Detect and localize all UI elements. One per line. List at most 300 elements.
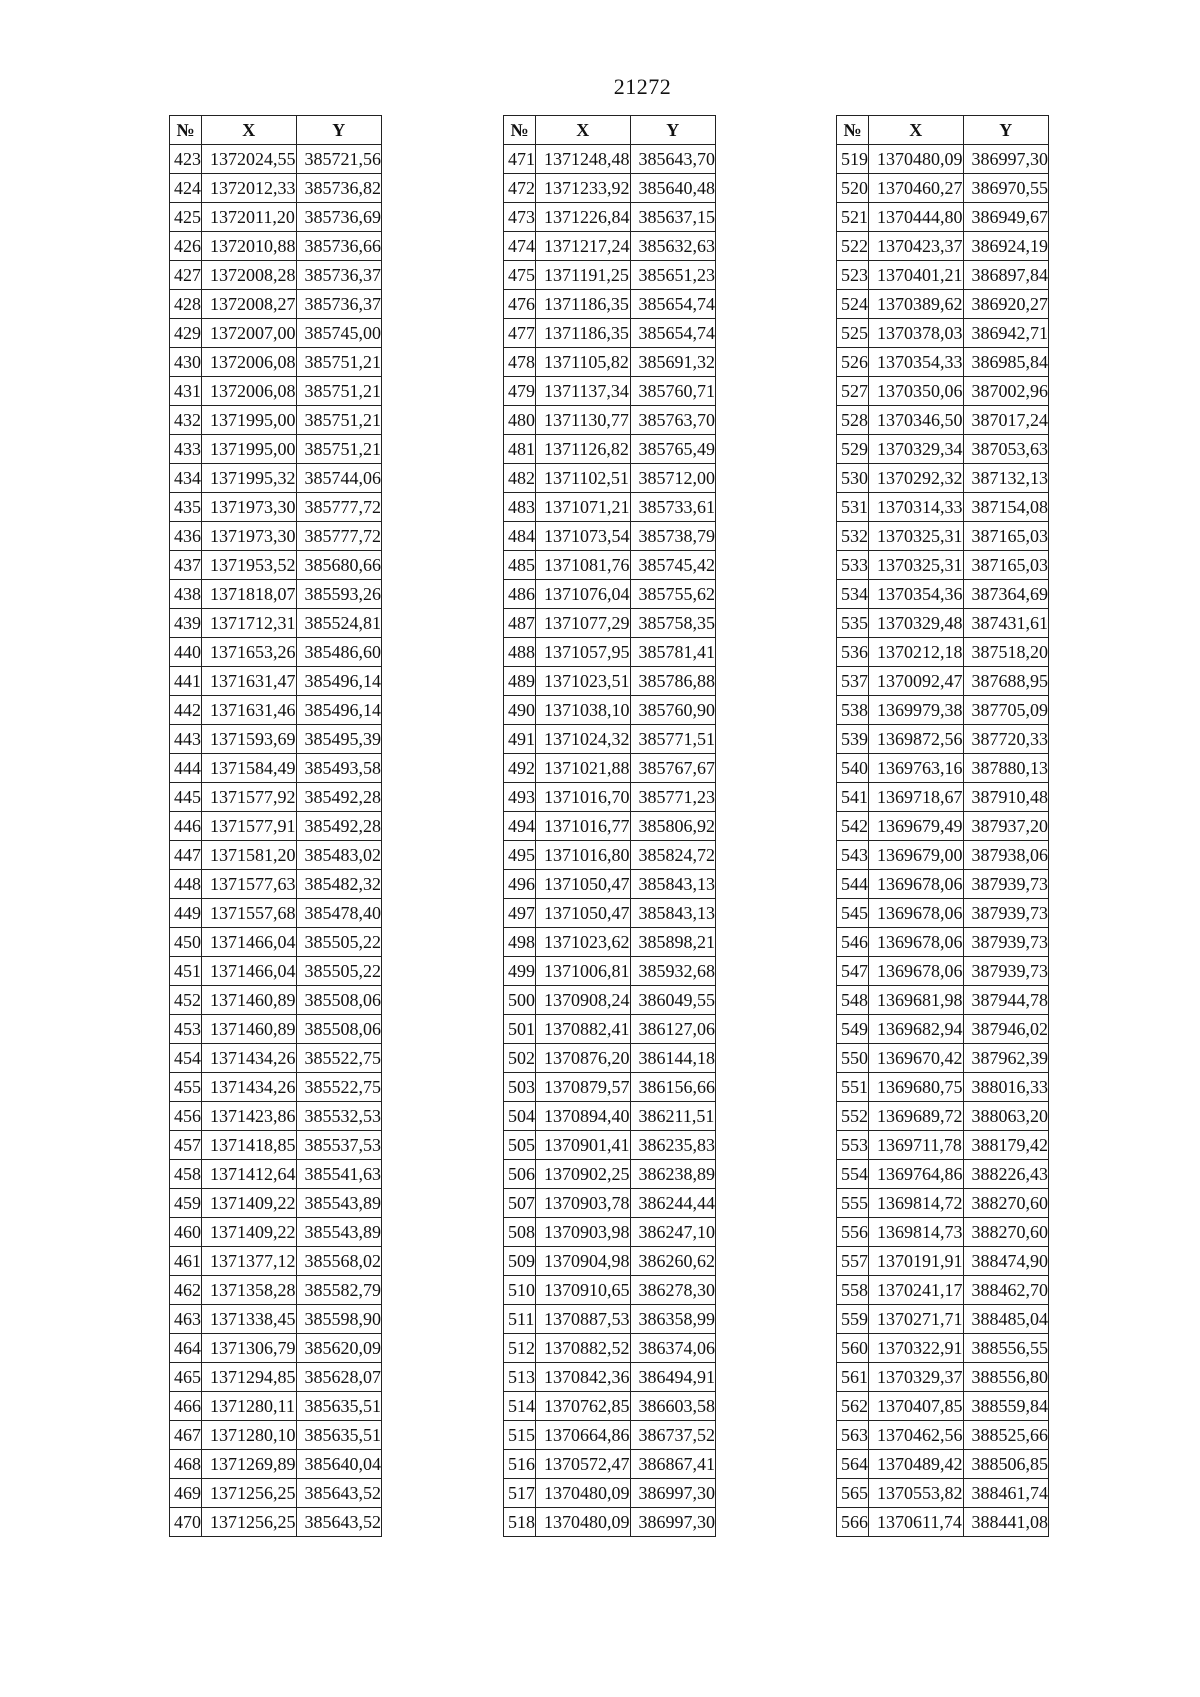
x-coordinate-cell: 1371016,70 (536, 783, 631, 812)
y-coordinate-cell: 385736,37 (296, 261, 382, 290)
x-coordinate-cell: 1371409,22 (202, 1189, 297, 1218)
x-coordinate-cell: 1370423,37 (869, 232, 964, 261)
table-row (837, 1276, 1049, 1305)
table-row (837, 522, 1049, 551)
table-row (170, 580, 382, 609)
table-row (837, 986, 1049, 1015)
table-row (170, 290, 382, 319)
y-coordinate-cell: 387431,61 (963, 609, 1049, 638)
point-number-cell: 429 (170, 319, 202, 348)
point-number-cell: 433 (170, 435, 202, 464)
x-coordinate-cell: 1370212,18 (869, 638, 964, 667)
point-number-cell: 478 (504, 348, 536, 377)
table-row (504, 696, 716, 725)
y-coordinate-cell: 385505,22 (296, 957, 382, 986)
y-coordinate-cell: 385598,90 (296, 1305, 382, 1334)
x-coordinate-cell: 1371256,25 (202, 1508, 297, 1537)
x-coordinate-cell: 1371577,91 (202, 812, 297, 841)
x-coordinate-cell: 1370325,31 (869, 522, 964, 551)
x-coordinate-cell: 1370480,09 (536, 1479, 631, 1508)
point-number-cell: 476 (504, 290, 536, 319)
table-row (837, 1247, 1049, 1276)
y-coordinate-cell: 385733,61 (630, 493, 716, 522)
point-number-cell: 439 (170, 609, 202, 638)
y-coordinate-cell: 385640,04 (296, 1450, 382, 1479)
point-number-cell: 523 (837, 261, 869, 290)
point-number-cell: 459 (170, 1189, 202, 1218)
y-coordinate-cell: 385781,41 (630, 638, 716, 667)
point-number-cell: 456 (170, 1102, 202, 1131)
table-header-row (504, 116, 716, 145)
point-number-cell: 492 (504, 754, 536, 783)
table-row (504, 203, 716, 232)
point-number-cell: 435 (170, 493, 202, 522)
y-coordinate-cell: 385786,88 (630, 667, 716, 696)
x-coordinate-cell: 1371358,28 (202, 1276, 297, 1305)
table-row (170, 406, 382, 435)
y-coordinate-cell: 387939,73 (963, 899, 1049, 928)
table-row (504, 1508, 716, 1537)
y-coordinate-cell: 385637,15 (630, 203, 716, 232)
x-coordinate-cell: 1371006,81 (536, 957, 631, 986)
point-number-cell: 454 (170, 1044, 202, 1073)
x-coordinate-cell: 1371126,82 (536, 435, 631, 464)
table-row (170, 725, 382, 754)
table-row (504, 667, 716, 696)
y-coordinate-cell: 385843,13 (630, 870, 716, 899)
point-number-cell: 483 (504, 493, 536, 522)
table-row (504, 319, 716, 348)
y-coordinate-cell: 386920,27 (963, 290, 1049, 319)
y-coordinate-cell: 385760,71 (630, 377, 716, 406)
y-coordinate-cell: 385492,28 (296, 783, 382, 812)
y-coordinate-cell: 386260,62 (630, 1247, 716, 1276)
table-row (170, 928, 382, 957)
table-row (170, 1015, 382, 1044)
y-coordinate-cell: 385767,67 (630, 754, 716, 783)
table-row (170, 754, 382, 783)
point-number-cell: 488 (504, 638, 536, 667)
y-coordinate-cell: 386278,30 (630, 1276, 716, 1305)
x-coordinate-cell: 1371217,24 (536, 232, 631, 261)
y-coordinate-cell: 385738,79 (630, 522, 716, 551)
y-coordinate-cell: 385541,63 (296, 1160, 382, 1189)
point-number-cell: 440 (170, 638, 202, 667)
x-coordinate-cell: 1371557,68 (202, 899, 297, 928)
x-coordinate-cell: 1371280,11 (202, 1392, 297, 1421)
y-coordinate-cell: 385751,21 (296, 348, 382, 377)
table-row (170, 609, 382, 638)
y-coordinate-cell: 387053,63 (963, 435, 1049, 464)
y-coordinate-cell: 387154,08 (963, 493, 1049, 522)
table-row (504, 609, 716, 638)
point-number-cell: 447 (170, 841, 202, 870)
x-coordinate-cell: 1371023,62 (536, 928, 631, 957)
x-coordinate-cell: 1369682,94 (869, 1015, 964, 1044)
x-coordinate-cell: 1370908,24 (536, 986, 631, 1015)
point-number-cell: 441 (170, 667, 202, 696)
point-number-cell: 532 (837, 522, 869, 551)
header-x: X (536, 116, 631, 145)
y-coordinate-cell: 388525,66 (963, 1421, 1049, 1450)
x-coordinate-cell: 1371995,00 (202, 435, 297, 464)
y-coordinate-cell: 385486,60 (296, 638, 382, 667)
x-coordinate-cell: 1371248,48 (536, 145, 631, 174)
x-coordinate-cell: 1371186,35 (536, 290, 631, 319)
y-coordinate-cell: 388016,33 (963, 1073, 1049, 1102)
point-number-cell: 561 (837, 1363, 869, 1392)
point-number-cell: 473 (504, 203, 536, 232)
point-number-cell: 527 (837, 377, 869, 406)
point-number-cell: 474 (504, 232, 536, 261)
point-number-cell: 457 (170, 1131, 202, 1160)
table-header-row (170, 116, 382, 145)
table-row (504, 348, 716, 377)
y-coordinate-cell: 385495,39 (296, 725, 382, 754)
table-row (170, 493, 382, 522)
point-number-cell: 543 (837, 841, 869, 870)
header-y: Y (296, 116, 382, 145)
point-number-cell: 511 (504, 1305, 536, 1334)
x-coordinate-cell: 1370879,57 (536, 1073, 631, 1102)
point-number-cell: 503 (504, 1073, 536, 1102)
table-row (504, 928, 716, 957)
x-coordinate-cell: 1371584,49 (202, 754, 297, 783)
x-coordinate-cell: 1369814,73 (869, 1218, 964, 1247)
point-number-cell: 516 (504, 1450, 536, 1479)
point-number-cell: 542 (837, 812, 869, 841)
y-coordinate-cell: 388179,42 (963, 1131, 1049, 1160)
point-number-cell: 480 (504, 406, 536, 435)
y-coordinate-cell: 385654,74 (630, 319, 716, 348)
table-row (170, 899, 382, 928)
y-coordinate-cell: 385593,26 (296, 580, 382, 609)
x-coordinate-cell: 1371973,30 (202, 522, 297, 551)
x-coordinate-cell: 1371460,89 (202, 1015, 297, 1044)
x-coordinate-cell: 1372007,00 (202, 319, 297, 348)
table-row (837, 493, 1049, 522)
table-row (837, 1305, 1049, 1334)
y-coordinate-cell: 386247,10 (630, 1218, 716, 1247)
y-coordinate-cell: 385771,23 (630, 783, 716, 812)
y-coordinate-cell: 386156,66 (630, 1073, 716, 1102)
x-coordinate-cell: 1371409,22 (202, 1218, 297, 1247)
x-coordinate-cell: 1371418,85 (202, 1131, 297, 1160)
table-row (504, 1421, 716, 1450)
x-coordinate-cell: 1370271,71 (869, 1305, 964, 1334)
x-coordinate-cell: 1371577,92 (202, 783, 297, 812)
y-coordinate-cell: 388485,04 (963, 1305, 1049, 1334)
point-number-cell: 524 (837, 290, 869, 319)
point-number-cell: 491 (504, 725, 536, 754)
y-coordinate-cell: 385765,49 (630, 435, 716, 464)
table-row (504, 725, 716, 754)
point-number-cell: 555 (837, 1189, 869, 1218)
header-x: X (202, 116, 297, 145)
y-coordinate-cell: 385505,22 (296, 928, 382, 957)
table-row (170, 638, 382, 667)
table-header-row (837, 116, 1049, 145)
point-number-cell: 496 (504, 870, 536, 899)
table-row (837, 812, 1049, 841)
point-number-cell: 467 (170, 1421, 202, 1450)
x-coordinate-cell: 1370407,85 (869, 1392, 964, 1421)
point-number-cell: 438 (170, 580, 202, 609)
point-number-cell: 430 (170, 348, 202, 377)
x-coordinate-cell: 1371593,69 (202, 725, 297, 754)
y-coordinate-cell: 385524,81 (296, 609, 382, 638)
header-number: № (170, 116, 202, 145)
x-coordinate-cell: 1371076,04 (536, 580, 631, 609)
point-number-cell: 506 (504, 1160, 536, 1189)
x-coordinate-cell: 1372011,20 (202, 203, 297, 232)
table-row (837, 957, 1049, 986)
x-coordinate-cell: 1371226,84 (536, 203, 631, 232)
x-coordinate-cell: 1372008,27 (202, 290, 297, 319)
point-number-cell: 557 (837, 1247, 869, 1276)
point-number-cell: 551 (837, 1073, 869, 1102)
x-coordinate-cell: 1370572,47 (536, 1450, 631, 1479)
point-number-cell: 431 (170, 377, 202, 406)
x-coordinate-cell: 1370292,32 (869, 464, 964, 493)
table-row (504, 145, 716, 174)
x-coordinate-cell: 1371077,29 (536, 609, 631, 638)
x-coordinate-cell: 1370882,52 (536, 1334, 631, 1363)
point-number-cell: 547 (837, 957, 869, 986)
table-row (170, 174, 382, 203)
point-number-cell: 484 (504, 522, 536, 551)
point-number-cell: 533 (837, 551, 869, 580)
point-number-cell: 485 (504, 551, 536, 580)
x-coordinate-cell: 1371050,47 (536, 870, 631, 899)
table-row (504, 1450, 716, 1479)
table-row (504, 783, 716, 812)
point-number-cell: 514 (504, 1392, 536, 1421)
point-number-cell: 541 (837, 783, 869, 812)
table-row (837, 783, 1049, 812)
point-number-cell: 475 (504, 261, 536, 290)
x-coordinate-cell: 1370401,21 (869, 261, 964, 290)
y-coordinate-cell: 385508,06 (296, 986, 382, 1015)
point-number-cell: 450 (170, 928, 202, 957)
table-row (504, 1392, 716, 1421)
x-coordinate-cell: 1372010,88 (202, 232, 297, 261)
y-coordinate-cell: 386374,06 (630, 1334, 716, 1363)
point-number-cell: 432 (170, 406, 202, 435)
y-coordinate-cell: 387165,03 (963, 522, 1049, 551)
coordinate-table-1 (169, 115, 382, 1537)
x-coordinate-cell: 1370460,27 (869, 174, 964, 203)
table-row (504, 493, 716, 522)
y-coordinate-cell: 385745,42 (630, 551, 716, 580)
y-coordinate-cell: 385635,51 (296, 1392, 382, 1421)
y-coordinate-cell: 388270,60 (963, 1189, 1049, 1218)
point-number-cell: 537 (837, 667, 869, 696)
table-row (170, 870, 382, 899)
y-coordinate-cell: 386924,19 (963, 232, 1049, 261)
x-coordinate-cell: 1371460,89 (202, 986, 297, 1015)
point-number-cell: 546 (837, 928, 869, 957)
y-coordinate-cell: 385543,89 (296, 1218, 382, 1247)
point-number-cell: 460 (170, 1218, 202, 1247)
point-number-cell: 562 (837, 1392, 869, 1421)
x-coordinate-cell: 1370876,20 (536, 1044, 631, 1073)
x-coordinate-cell: 1372006,08 (202, 348, 297, 377)
table-row (170, 783, 382, 812)
y-coordinate-cell: 386494,91 (630, 1363, 716, 1392)
table-row (504, 1160, 716, 1189)
y-coordinate-cell: 388441,08 (963, 1508, 1049, 1537)
x-coordinate-cell: 1371377,12 (202, 1247, 297, 1276)
table-row (837, 1015, 1049, 1044)
y-coordinate-cell: 388461,74 (963, 1479, 1049, 1508)
table-row (504, 1189, 716, 1218)
y-coordinate-cell: 385745,00 (296, 319, 382, 348)
point-number-cell: 528 (837, 406, 869, 435)
y-coordinate-cell: 387705,09 (963, 696, 1049, 725)
y-coordinate-cell: 386997,30 (963, 145, 1049, 174)
y-coordinate-cell: 385806,92 (630, 812, 716, 841)
y-coordinate-cell: 388556,55 (963, 1334, 1049, 1363)
y-coordinate-cell: 387939,73 (963, 870, 1049, 899)
table-row (170, 261, 382, 290)
point-number-cell: 495 (504, 841, 536, 870)
point-number-cell: 448 (170, 870, 202, 899)
x-coordinate-cell: 1369979,38 (869, 696, 964, 725)
point-number-cell: 520 (837, 174, 869, 203)
point-number-cell: 564 (837, 1450, 869, 1479)
point-number-cell: 558 (837, 1276, 869, 1305)
x-coordinate-cell: 1370762,85 (536, 1392, 631, 1421)
table-row (837, 319, 1049, 348)
point-number-cell: 465 (170, 1363, 202, 1392)
table-row (504, 174, 716, 203)
y-coordinate-cell: 387688,95 (963, 667, 1049, 696)
point-number-cell: 486 (504, 580, 536, 609)
table-row (170, 957, 382, 986)
y-coordinate-cell: 385824,72 (630, 841, 716, 870)
point-number-cell: 444 (170, 754, 202, 783)
y-coordinate-cell: 387165,03 (963, 551, 1049, 580)
x-coordinate-cell: 1371434,26 (202, 1044, 297, 1073)
table-row (170, 1508, 382, 1537)
y-coordinate-cell: 387938,06 (963, 841, 1049, 870)
table-row (170, 435, 382, 464)
point-number-cell: 544 (837, 870, 869, 899)
y-coordinate-cell: 385522,75 (296, 1073, 382, 1102)
x-coordinate-cell: 1369763,16 (869, 754, 964, 783)
x-coordinate-cell: 1371023,51 (536, 667, 631, 696)
x-coordinate-cell: 1370092,47 (869, 667, 964, 696)
y-coordinate-cell: 386049,55 (630, 986, 716, 1015)
x-coordinate-cell: 1370664,86 (536, 1421, 631, 1450)
table-row (837, 203, 1049, 232)
x-coordinate-cell: 1369680,75 (869, 1073, 964, 1102)
table-row (837, 1334, 1049, 1363)
table-row (837, 1131, 1049, 1160)
point-number-cell: 481 (504, 435, 536, 464)
point-number-cell: 548 (837, 986, 869, 1015)
table-row (837, 1102, 1049, 1131)
y-coordinate-cell: 385744,06 (296, 464, 382, 493)
point-number-cell: 556 (837, 1218, 869, 1247)
point-number-cell: 464 (170, 1334, 202, 1363)
table-row (837, 841, 1049, 870)
x-coordinate-cell: 1370903,98 (536, 1218, 631, 1247)
header-x: X (869, 116, 964, 145)
table-row (837, 696, 1049, 725)
x-coordinate-cell: 1370378,03 (869, 319, 964, 348)
y-coordinate-cell: 385751,21 (296, 377, 382, 406)
x-coordinate-cell: 1371466,04 (202, 928, 297, 957)
table-row (504, 406, 716, 435)
table-row (170, 348, 382, 377)
x-coordinate-cell: 1369764,86 (869, 1160, 964, 1189)
point-number-cell: 518 (504, 1508, 536, 1537)
point-number-cell: 540 (837, 754, 869, 783)
x-coordinate-cell: 1371653,26 (202, 638, 297, 667)
y-coordinate-cell: 387937,20 (963, 812, 1049, 841)
x-coordinate-cell: 1371050,47 (536, 899, 631, 928)
y-coordinate-cell: 385492,28 (296, 812, 382, 841)
y-coordinate-cell: 386997,30 (630, 1479, 716, 1508)
point-number-cell: 531 (837, 493, 869, 522)
x-coordinate-cell: 1370842,36 (536, 1363, 631, 1392)
table-row (170, 1450, 382, 1479)
table-row (837, 870, 1049, 899)
y-coordinate-cell: 387944,78 (963, 986, 1049, 1015)
point-number-cell: 469 (170, 1479, 202, 1508)
point-number-cell: 536 (837, 638, 869, 667)
point-number-cell: 550 (837, 1044, 869, 1073)
x-coordinate-cell: 1369679,00 (869, 841, 964, 870)
y-coordinate-cell: 388474,90 (963, 1247, 1049, 1276)
point-number-cell: 426 (170, 232, 202, 261)
y-coordinate-cell: 385643,52 (296, 1479, 382, 1508)
x-coordinate-cell: 1371631,47 (202, 667, 297, 696)
table-row (170, 1479, 382, 1508)
header-y: Y (963, 116, 1049, 145)
y-coordinate-cell: 386235,83 (630, 1131, 716, 1160)
table-row (504, 1218, 716, 1247)
x-coordinate-cell: 1370354,36 (869, 580, 964, 609)
point-number-cell: 560 (837, 1334, 869, 1363)
y-coordinate-cell: 385493,58 (296, 754, 382, 783)
point-number-cell: 522 (837, 232, 869, 261)
table-row (837, 1189, 1049, 1218)
y-coordinate-cell: 385582,79 (296, 1276, 382, 1305)
x-coordinate-cell: 1371016,80 (536, 841, 631, 870)
x-coordinate-cell: 1372006,08 (202, 377, 297, 406)
table-row (170, 1073, 382, 1102)
point-number-cell: 442 (170, 696, 202, 725)
x-coordinate-cell: 1369872,56 (869, 725, 964, 754)
x-coordinate-cell: 1371581,20 (202, 841, 297, 870)
y-coordinate-cell: 385483,02 (296, 841, 382, 870)
point-number-cell: 462 (170, 1276, 202, 1305)
table-row (170, 232, 382, 261)
table-row (170, 1189, 382, 1218)
point-number-cell: 468 (170, 1450, 202, 1479)
table-row (504, 1479, 716, 1508)
table-row (837, 348, 1049, 377)
table-row (837, 1479, 1049, 1508)
point-number-cell: 479 (504, 377, 536, 406)
table-row (837, 1160, 1049, 1189)
x-coordinate-cell: 1369679,49 (869, 812, 964, 841)
point-number-cell: 565 (837, 1479, 869, 1508)
table-row (170, 319, 382, 348)
